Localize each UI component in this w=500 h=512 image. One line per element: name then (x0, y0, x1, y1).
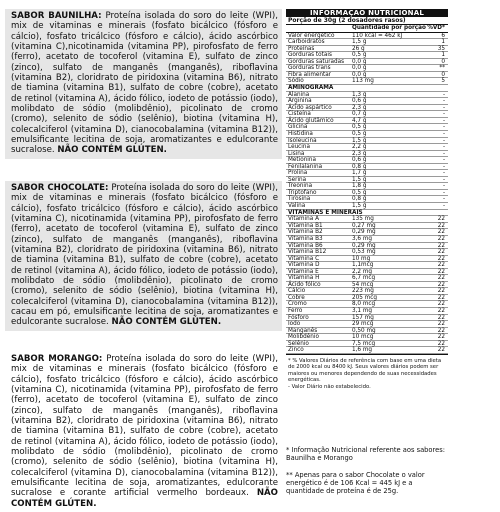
nutrient-amount: 0,0 g (352, 71, 367, 78)
nutrient-vd: 22 (437, 340, 445, 347)
nutrient-vd: 22 (437, 262, 445, 269)
nutrient-name: Manganês (288, 327, 318, 334)
nutrient-name: Tirosina (288, 196, 311, 203)
nutrient-vd: 35 (437, 45, 445, 52)
nutrient-name: Carboidratos (288, 39, 325, 46)
nutrient-name: Arginina (288, 98, 312, 105)
nutrient-name: Vitamina A (288, 216, 319, 223)
nutrition-facts-panel (286, 9, 448, 392)
nutrient-amount: 0,29 mg (352, 242, 376, 249)
nutrient-vd: 1 (441, 52, 445, 59)
flavor-name: SABOR BAUNILHA: (11, 11, 106, 21)
nutrient-name: Isoleucina (288, 137, 317, 144)
nutrient-amount: 0,8 g (352, 196, 367, 203)
nutrient-amount: 0,6 g (352, 157, 367, 164)
flavor-ingredients: Proteína isolada do soro do leite (WPI), mix de vitaminas e minerais (fosfato bicálcico (fósforo e cálcio), fosfato tricálcico (fósforo e cálcio), ácido ascórbico (vitamina C), nicotinamida (vitamina PP), pirofosfato de ferro (ferro), acetato de tocoferol (vitamina E), sulfato de zinco (zinco), sulfato de manganês (manganês), riboflavina (vitamina B2), cloridrato de piridoxina (vitamina B6), nitrato de tiamina (vitamina B1), sulfato de cobre (cobre), acetato de retinol (vitamina A), ácido fólico, iodeto de potássio (iodo), molibdato de sódio (molibdênio), picolinato de cromo (cromo), selenito de sódio (selênio), biotina (vitamina H), colecalciferol (vitamina D), cianocobalamina (vitamina B12)), emulsificante lecitina de soja, aromatizantes, edulcorante sucralose e corante artificial vermelho bordeaux. (11, 354, 278, 499)
nutrient-amount: 1,3 g (352, 91, 367, 98)
nutrient-vd: 22 (437, 242, 445, 249)
nutrient-name: Vitamina H (288, 275, 320, 282)
nutrient-amount: 0,29 mg (352, 229, 376, 236)
nutrient-amount: 113 mg (352, 78, 374, 85)
nutrient-name: Vitamina D (288, 262, 320, 269)
nutrient-vd: 6 (441, 32, 445, 39)
nutrient-amount: 1,5 g (352, 137, 367, 144)
note-chocolate: ** Apenas para o sabor Chocolate o valor energético é de 106 Kcal = 445 kJ e a quantidade de proteína é de 25g. (286, 471, 425, 496)
nutrient-name: Cobre (288, 294, 305, 301)
nutrient-amount: 10 mcg (352, 334, 374, 341)
nutrient-vd: 22 (437, 314, 445, 321)
nutrient-name: Gorduras totais (288, 52, 332, 59)
nutrient-vd: 22 (437, 255, 445, 262)
nutrient-amount: 0,5 g (352, 189, 367, 196)
nutrient-amount: 1,1mcg (352, 262, 374, 269)
nutrition-footnotes (286, 354, 448, 391)
header-name (286, 25, 352, 32)
nutrient-name: Alanina (288, 91, 310, 98)
nutrient-name: Treonina (288, 183, 313, 190)
nutrient-vd: - (442, 130, 445, 137)
nutrient-name: Vitamina B3 (288, 235, 323, 242)
nutrient-amount: 2,3 g (352, 150, 367, 157)
nutrient-amount: 3,1 mg (352, 307, 373, 314)
nutrient-amount: 54 mcg (352, 281, 374, 288)
nutrient-vd: - (442, 104, 445, 111)
nutrient-name: Zinco (288, 347, 304, 354)
nutrient-name: Vitamina B2 (288, 229, 323, 236)
flavor-name: SABOR CHOCOLATE: (11, 183, 112, 193)
nutrient-vd: - (442, 91, 445, 98)
nutrient-vd: 22 (437, 275, 445, 282)
nutrient-amount: 135 mg (352, 216, 374, 223)
nutrient-name: Iodo (288, 321, 301, 328)
nutrient-name: Vitamina B1 (288, 222, 323, 229)
nutrient-name: Cromo (288, 301, 307, 308)
nutrient-name: Triptofano (288, 189, 317, 196)
nutrient-vd: 22 (437, 288, 445, 295)
footnote-daily-values: * % Valores Diários de referência com base em uma dieta de 2000 kcal ou 8400 kJ. Seus valores diários podem ser maiores ou menores dependendo de suas necessidades energéticas. (288, 357, 442, 384)
nutrient-amount: 0,0 g (352, 65, 367, 72)
nutrient-vd: 22 (437, 294, 445, 301)
nutrient-name: Prolina (288, 170, 308, 177)
nutrient-vd: - (442, 144, 445, 151)
vitamins-list (286, 216, 448, 353)
nutrient-vd: 22 (437, 249, 445, 256)
flavor-ingredients: Proteína isolada do soro do leite (WPI), mix de vitaminas e minerais (fosfato bicálcico (fósforo e cálcio), fosfato tricálcico (fósforo e cálcio), ácido ascórbico (vitamina C),nicotinamida (vitamina PP), pirofosfato de ferro (ferro), acetato de tocoferol (vitamina E), sulfato de zinco (zinco), sulfato de manganês (manganês), riboflavina (vitamina B2), cloridrato de piridoxina (vitamina B6), nitrato de tiamina (vitamina B1), sulfato de cobre (cobre), acetato de retinol (vitamina A), ácido fólico, iodeto de potássio (iodo), molibdato de sódio (molibdênio), picolinato de cromo (cromo), selenito de sódio (selênio), biotina (vitamina H), colecalciferol (vitamina D), cianocobalamina (vitamina B12)), emulsificante lecitina de soja, aromatizantes e edulcorante sucralose. (11, 11, 278, 156)
nutrient-vd: - (442, 196, 445, 203)
nutrient-name: Valina (288, 202, 306, 209)
nutrient-amount: 1,5 g (352, 176, 367, 183)
gluten-notice: NÃO CONTÉM GLÚTEN. (57, 145, 167, 156)
nutrient-amount: 1,7 g (352, 170, 367, 177)
nutrient-amount: 1,6 mg (352, 347, 373, 354)
header-vd: %VD* (427, 25, 445, 31)
nutrient-name: Fenilalanina (288, 163, 323, 170)
nutrient-name: Metionina (288, 157, 316, 164)
nutrient-vd: - (442, 183, 445, 190)
nutrient-vd: 22 (437, 268, 445, 275)
flavor-ingredients: Proteína isolada do soro do leite (WPI), mix de vitaminas e minerais (fosfato bicálcico (fósforo e cálcio), fosfato tricálcico (fósforo e cálcio), ácido ascórbico (vitamina C), nicotinamida (vitamina PP), pirofosfato de ferro (ferro), acetato de tocoferol (vitamina E), sulfato de zinco (zinco), sulfato de manganês (manganês), riboflavina (vitamina B2), cloridrato de piridoxina (vitamina B6), nitrato de tiamina (vitamina B1), sulfato de cobre (cobre), acetato de retinol (vitamina A), ácido fólico, iodeto de potássio (iodo), molibdato de sódio (molibdênio), picolinato de cromo (cromo), selenito de sódio (selênio), biotina (vitamina H), colecalciferol (vitamina D), cianocobalamina (vitamina B12)), cacau em pó, emulsificante lecitina de soja, aromatizantes e edulcorante sucralose. (11, 183, 278, 328)
nutrient-name: Serina (288, 176, 307, 183)
nutrient-vd: - (442, 124, 445, 131)
nutrient-vd: 22 (437, 235, 445, 242)
nutrient-amount: 0,7 g (352, 111, 367, 118)
nutrient-name: Ácido glutâmico (288, 117, 334, 124)
nutrient-vd: 22 (437, 222, 445, 229)
nutrient-amount: 0,8 g (352, 163, 367, 170)
nutrient-name: Fósforo (288, 314, 309, 321)
nutrient-name: Cisteína (288, 111, 311, 118)
nutrient-vd: 22 (437, 327, 445, 334)
nutrient-vd: 22 (437, 347, 445, 354)
nutrient-name: Gorduras trans (288, 65, 331, 72)
nutrient-vd: 22 (437, 216, 445, 223)
nutrient-amount: 0,5 g (352, 52, 367, 59)
nutrient-name: Gorduras saturadas (288, 58, 345, 65)
flavor-chocolate (5, 181, 282, 331)
nutrient-vd: 22 (437, 229, 445, 236)
nutrition-header-row (286, 25, 448, 33)
nutrient-amount: 8,0 mcg (352, 301, 376, 308)
nutrient-name: Vitamina E (288, 268, 319, 275)
nutrient-amount: 3,6 mg (352, 235, 373, 242)
nutrient-name: Glicina (288, 124, 308, 131)
nutrient-vd: - (442, 98, 445, 105)
nutrient-name: Vitamina C (288, 255, 320, 262)
nutrient-vd: - (442, 163, 445, 170)
nutrient-amount: 29 mcg (352, 321, 374, 328)
nutrient-name: Sódio (288, 78, 304, 85)
nutrient-amount: 4,7 g (352, 117, 367, 124)
nutrient-amount: 0,50 mg (352, 327, 376, 334)
nutrient-name: Proteínas (288, 45, 315, 52)
gluten-notice: NÃO CONTÉM GLÚTEN. (111, 317, 222, 328)
nutrient-vd: 22 (437, 301, 445, 308)
aminograma-heading: AMINOGRAMA (286, 85, 448, 92)
nutrient-amount: 6,7 mcg (352, 275, 376, 282)
note-flavors: * Informação Nutricional referente aos sabores: Baunilha e Morango (286, 446, 445, 463)
nutrient-name: Valor energético (288, 32, 335, 39)
nutrient-amount: 110 kcal = 462 kJ (352, 32, 403, 39)
nutrient-name: Ácido aspártico (288, 104, 332, 111)
nutrient-vd: - (442, 176, 445, 183)
nutrient-vd: 5 (441, 78, 445, 85)
nutrient-amount: 10 mg (352, 255, 371, 262)
serving-size: Porção de 30g (2 dosadores rasos) (286, 17, 448, 25)
aminograma-list (286, 92, 448, 210)
nutrient-amount: 2,2 mg (352, 268, 373, 275)
nutrient-vd: 1 (441, 39, 445, 46)
nutrient-vd: 22 (437, 281, 445, 288)
flavor-morango (5, 352, 282, 512)
nutrient-name: Vitamina B6 (288, 242, 323, 249)
nutrient-vd: 22 (437, 334, 445, 341)
nutrient-name: Histidina (288, 130, 313, 137)
vitamins-heading: VITAMINAS E MINERAIS (286, 210, 448, 217)
nutrition-title: INFORMAÇÃO NUTRICIONAL (286, 9, 448, 17)
nutrient-amount: 223 mg (352, 288, 374, 295)
flavor-name: SABOR MORANGO: (11, 354, 107, 364)
nutrient-name: Selênio (288, 340, 309, 347)
nutrient-vd: 0 (441, 58, 445, 65)
nutrient-amount: 0,0 g (352, 58, 367, 65)
nutrient-name: Ferro (288, 307, 303, 314)
nutrient-amount: 1,5 g (352, 39, 367, 46)
nutrient-amount: 157 mg (352, 314, 374, 321)
nutrient-amount: 2,2 g (352, 144, 367, 151)
nutrient-amount: 1,5 g (352, 202, 367, 209)
nutrient-vd: - (442, 117, 445, 124)
nutrient-amount: 7,5 mcg (352, 340, 376, 347)
nutrient-amount: 0,6 g (352, 98, 367, 105)
nutrient-amount: 0,5 g (352, 124, 367, 131)
nutrient-amount: 0,5 g (352, 130, 367, 137)
nutrient-vd: - (442, 189, 445, 196)
nutrient-vd: 0 (441, 71, 445, 78)
nutrient-vd: - (442, 170, 445, 177)
header-amount: Quantidade por porção (352, 25, 426, 31)
nutrient-name: Ácido fólico (288, 281, 321, 288)
nutrient-amount: 1,8 g (352, 183, 367, 190)
nutrient-vd: - (442, 202, 445, 209)
nutrient-amount: 0,53 mg (352, 249, 376, 256)
nutrient-vd: - (442, 137, 445, 144)
nutrient-name: Cálcio (288, 288, 306, 295)
nutrient-amount: 0,27 mg (352, 222, 376, 229)
nutrient-vd: - (442, 150, 445, 157)
nutrient-amount: 26 g (352, 45, 365, 52)
nutrient-vd: 22 (437, 307, 445, 314)
nutrient-vd: 22 (437, 321, 445, 328)
nutrient-name: Vitamina B12 (288, 249, 327, 256)
nutrient-name: Molibdênio (288, 334, 319, 341)
nutrient-name: Leucina (288, 144, 310, 151)
nutrient-vd: ** (439, 65, 445, 72)
nutrient-vd: - (442, 157, 445, 164)
main-nutrients (286, 33, 448, 85)
nutrient-amount: 205 mcg (352, 294, 377, 301)
flavor-baunilha (5, 9, 282, 159)
gluten-notice: NÃO CONTÉM GLÚTEN. (11, 488, 278, 509)
nutrient-name: Fibra alimentar (288, 71, 332, 78)
nutrient-amount: 2,3 g (352, 104, 367, 111)
nutrient-vd: - (442, 111, 445, 118)
footnote-not-established: - Valor Diário não estabelecido. (288, 384, 371, 391)
nutrient-name: Lisina (288, 150, 305, 157)
